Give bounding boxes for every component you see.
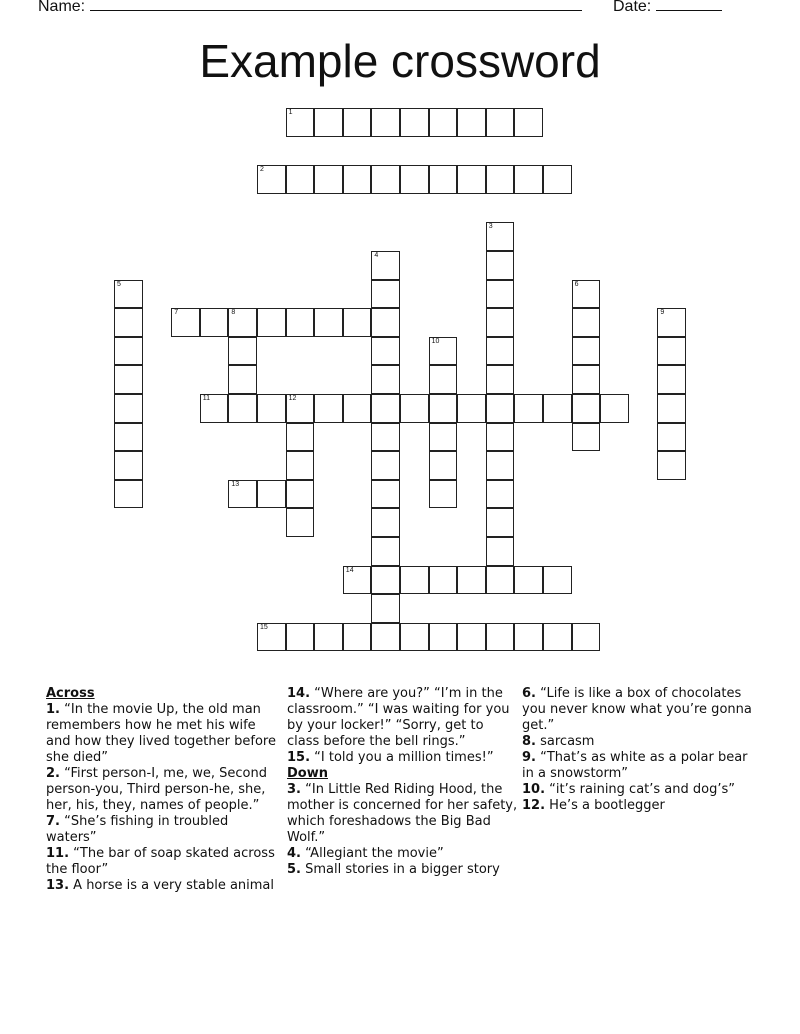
- grid-cell[interactable]: [286, 108, 315, 137]
- clue-number: 15.: [287, 750, 311, 765]
- grid-cell[interactable]: [543, 165, 572, 194]
- grid-cell[interactable]: [371, 594, 400, 623]
- grid-cell[interactable]: [572, 337, 601, 366]
- grid-cell[interactable]: [257, 165, 286, 194]
- down-clue: [522, 782, 754, 798]
- grid-cell[interactable]: [429, 480, 458, 509]
- grid-cell[interactable]: [371, 480, 400, 509]
- grid-cell[interactable]: [514, 394, 543, 423]
- clue-number: 2.: [46, 766, 60, 781]
- clue-text: sarcasm: [540, 734, 595, 749]
- grid-cell[interactable]: [371, 623, 400, 652]
- page-title: Example crossword: [199, 35, 601, 87]
- grid-cell[interactable]: [600, 394, 629, 423]
- across-heading: Across: [46, 686, 95, 701]
- grid-cell[interactable]: [657, 423, 686, 452]
- grid-cell[interactable]: [257, 623, 286, 652]
- clue-text: “That’s as white as a polar bear in a snowstorm”: [522, 750, 748, 781]
- grid-cell[interactable]: [400, 623, 429, 652]
- grid-cell[interactable]: [486, 251, 515, 280]
- down-clue: [522, 750, 754, 782]
- grid-cell[interactable]: [572, 423, 601, 452]
- clue-number: 14.: [287, 686, 311, 701]
- grid-cell[interactable]: [286, 394, 315, 423]
- grid-cell[interactable]: [371, 423, 400, 452]
- grid-cell[interactable]: [257, 480, 286, 509]
- clue-text: “She’s fishing in troubled waters”: [46, 814, 229, 845]
- across-clue: [46, 846, 278, 878]
- grid-cell[interactable]: [457, 394, 486, 423]
- grid-cell[interactable]: [343, 165, 372, 194]
- down-clue: [287, 846, 519, 862]
- grid-cell[interactable]: [514, 108, 543, 137]
- grid-cell[interactable]: [429, 394, 458, 423]
- clue-text: “Where are you?” “I’m in the classroom.” “I was waiting for you by your locker!” “Sorry, get to class before the bell rings.”: [287, 686, 510, 749]
- clue-text: Small stories in a bigger story: [305, 862, 500, 877]
- cell-number: 14: [345, 566, 354, 574]
- grid-cell[interactable]: [429, 566, 458, 595]
- grid-cell[interactable]: [200, 394, 229, 423]
- grid-cell[interactable]: [514, 165, 543, 194]
- down-clue: [287, 782, 519, 846]
- clue-text: “Life is like a box of chocolates you never know what you’re gonna get.”: [522, 686, 752, 733]
- across-clue: [46, 878, 278, 894]
- down-clue: [522, 798, 754, 814]
- grid-cell[interactable]: [286, 165, 315, 194]
- grid-cell[interactable]: [543, 394, 572, 423]
- clue-text: He’s a bootlegger: [549, 798, 665, 813]
- clue-text: “I told you a million times!”: [314, 750, 494, 765]
- grid-cell[interactable]: [114, 451, 143, 480]
- grid-cell[interactable]: [486, 165, 515, 194]
- clue-number: 7.: [46, 814, 60, 829]
- clue-number: 11.: [46, 846, 70, 861]
- grid-cell[interactable]: [486, 566, 515, 595]
- grid-cell[interactable]: [486, 308, 515, 337]
- clue-text: “In the movie Up, the old man remembers how he met his wife and how they lived together before she died”: [46, 702, 276, 765]
- grid-cell[interactable]: [572, 308, 601, 337]
- grid-cell[interactable]: [371, 108, 400, 137]
- across-clue: [287, 750, 519, 766]
- clue-number: 6.: [522, 686, 536, 701]
- grid-cell[interactable]: [200, 308, 229, 337]
- grid-cell[interactable]: [400, 566, 429, 595]
- grid-cell[interactable]: [228, 394, 257, 423]
- cell-number: 2: [260, 166, 264, 174]
- name-label: Name:: [38, 0, 86, 15]
- cell-number: 1: [288, 109, 293, 116]
- grid-cell[interactable]: [286, 451, 315, 480]
- grid-cell[interactable]: [486, 108, 515, 137]
- grid-cell[interactable]: [371, 165, 400, 194]
- grid-cell[interactable]: [343, 623, 372, 652]
- grid-cell[interactable]: [314, 623, 343, 652]
- grid-cell[interactable]: [514, 623, 543, 652]
- grid-cell[interactable]: [514, 566, 543, 595]
- grid-cell[interactable]: [114, 480, 143, 509]
- grid-cell[interactable]: [371, 508, 400, 537]
- grid-cell[interactable]: [400, 108, 429, 137]
- grid-cell[interactable]: [343, 394, 372, 423]
- grid-cell[interactable]: [429, 365, 458, 394]
- grid-cell[interactable]: [572, 280, 601, 309]
- grid-cell[interactable]: [343, 308, 372, 337]
- cell-number: 5: [117, 280, 121, 288]
- across-clue: [287, 686, 519, 750]
- date-label: Date:: [613, 0, 652, 15]
- grid-cell[interactable]: [286, 508, 315, 537]
- grid-cell[interactable]: [286, 423, 315, 452]
- grid-cell[interactable]: [257, 308, 286, 337]
- down-clue: [522, 734, 754, 750]
- cell-number: 8: [231, 309, 236, 317]
- cell-number: 13: [231, 480, 240, 488]
- grid-cell[interactable]: [371, 394, 400, 423]
- grid-cell[interactable]: [543, 623, 572, 652]
- clue-number: 12.: [522, 798, 546, 813]
- clue-text: “Allegiant the movie”: [305, 846, 444, 861]
- grid-cell[interactable]: [114, 365, 143, 394]
- clue-number: 10.: [522, 782, 546, 797]
- grid-cell[interactable]: [486, 508, 515, 537]
- grid-cell[interactable]: [314, 165, 343, 194]
- cell-number: 4: [374, 252, 379, 259]
- grid-cell[interactable]: [228, 365, 257, 394]
- grid-cell[interactable]: [114, 423, 143, 452]
- grid-cell[interactable]: [486, 623, 515, 652]
- clue-text: “it’s raining cat’s and dog’s”: [549, 782, 735, 797]
- grid-cell[interactable]: [572, 623, 601, 652]
- grid-cell[interactable]: [371, 451, 400, 480]
- cell-number: 12: [288, 395, 297, 402]
- grid-cell[interactable]: [228, 337, 257, 366]
- grid-cell[interactable]: [114, 394, 143, 423]
- clue-number: 1.: [46, 702, 60, 717]
- grid-cell[interactable]: [228, 480, 257, 509]
- grid-cell[interactable]: [457, 623, 486, 652]
- grid-cell[interactable]: [286, 308, 315, 337]
- grid-cell[interactable]: [657, 337, 686, 366]
- grid-cell[interactable]: [457, 566, 486, 595]
- grid-cell[interactable]: [486, 337, 515, 366]
- grid-cell[interactable]: [286, 623, 315, 652]
- clue-number: 3.: [287, 782, 301, 797]
- grid-cell[interactable]: [343, 108, 372, 137]
- cell-number: 7: [174, 309, 179, 317]
- grid-cell[interactable]: [486, 222, 515, 251]
- grid-cell[interactable]: [457, 108, 486, 137]
- clues-column-2: [287, 686, 519, 878]
- clue-text: “First person-I, me, we, Second person-you, Third person-he, she, her, his, they, names of people.”: [46, 766, 267, 813]
- grid-cell[interactable]: [400, 165, 429, 194]
- grid-cell[interactable]: [543, 566, 572, 595]
- grid-cell[interactable]: [657, 308, 686, 337]
- grid-cell[interactable]: [486, 480, 515, 509]
- grid-cell[interactable]: [657, 365, 686, 394]
- down-clue: [522, 686, 754, 734]
- cell-number: 9: [660, 309, 665, 317]
- grid-cell[interactable]: [429, 108, 458, 137]
- grid-cell[interactable]: [657, 394, 686, 423]
- grid-cell[interactable]: [371, 308, 400, 337]
- across-clue: [46, 814, 278, 846]
- grid-cell[interactable]: [657, 451, 686, 480]
- cell-number: 11: [202, 395, 211, 402]
- grid-cell[interactable]: [429, 165, 458, 194]
- grid-cell[interactable]: [486, 451, 515, 480]
- clues-column-3: [522, 686, 754, 814]
- grid-cell[interactable]: [400, 394, 429, 423]
- grid-cell[interactable]: [429, 423, 458, 452]
- clue-number: 4.: [287, 846, 301, 861]
- grid-cell[interactable]: [371, 251, 400, 280]
- grid-cell[interactable]: [114, 308, 143, 337]
- grid-cell[interactable]: [429, 451, 458, 480]
- grid-cell[interactable]: [343, 566, 372, 595]
- grid-cell[interactable]: [486, 537, 515, 566]
- across-clue: [46, 702, 278, 766]
- grid-cell[interactable]: [286, 480, 315, 509]
- cell-number: 15: [260, 623, 268, 631]
- grid-cell[interactable]: [572, 394, 601, 423]
- grid-cell[interactable]: [371, 537, 400, 566]
- grid-cell[interactable]: [371, 365, 400, 394]
- clue-number: 8.: [522, 734, 536, 749]
- grid-cell[interactable]: [171, 308, 200, 337]
- grid-cell[interactable]: [486, 394, 515, 423]
- cell-number: 3: [488, 223, 493, 231]
- grid-cell[interactable]: [457, 165, 486, 194]
- clue-text: A horse is a very stable animal: [73, 878, 275, 893]
- grid-cell[interactable]: [314, 394, 343, 423]
- grid-cell[interactable]: [429, 337, 458, 366]
- clues-column-1: [46, 686, 278, 894]
- clue-number: 13.: [46, 878, 70, 893]
- grid-cell[interactable]: [371, 280, 400, 309]
- grid-cell[interactable]: [371, 337, 400, 366]
- down-heading: Down: [287, 766, 328, 781]
- clue-text: “The bar of soap skated across the floor”: [46, 846, 275, 877]
- cell-number: 10: [431, 337, 440, 345]
- across-clue: [46, 766, 278, 814]
- clue-number: 5.: [287, 862, 301, 877]
- grid-cell[interactable]: [371, 566, 400, 595]
- grid-cell[interactable]: [486, 280, 515, 309]
- grid-cell[interactable]: [114, 280, 143, 309]
- grid-cell[interactable]: [314, 108, 343, 137]
- clue-text: “In Little Red Riding Hood, the mother is concerned for her safety, which foreshadows the Big Bad Wolf.”: [287, 782, 518, 845]
- cell-number: 6: [574, 280, 579, 288]
- grid-cell[interactable]: [114, 337, 143, 366]
- grid-cell[interactable]: [486, 365, 515, 394]
- grid-cell[interactable]: [257, 394, 286, 423]
- clue-number: 9.: [522, 750, 536, 765]
- grid-cell[interactable]: [486, 423, 515, 452]
- grid-cell[interactable]: [572, 365, 601, 394]
- grid-cell[interactable]: [429, 623, 458, 652]
- grid-cell[interactable]: [314, 308, 343, 337]
- down-clue: [287, 862, 519, 878]
- grid-cell[interactable]: [228, 308, 257, 337]
